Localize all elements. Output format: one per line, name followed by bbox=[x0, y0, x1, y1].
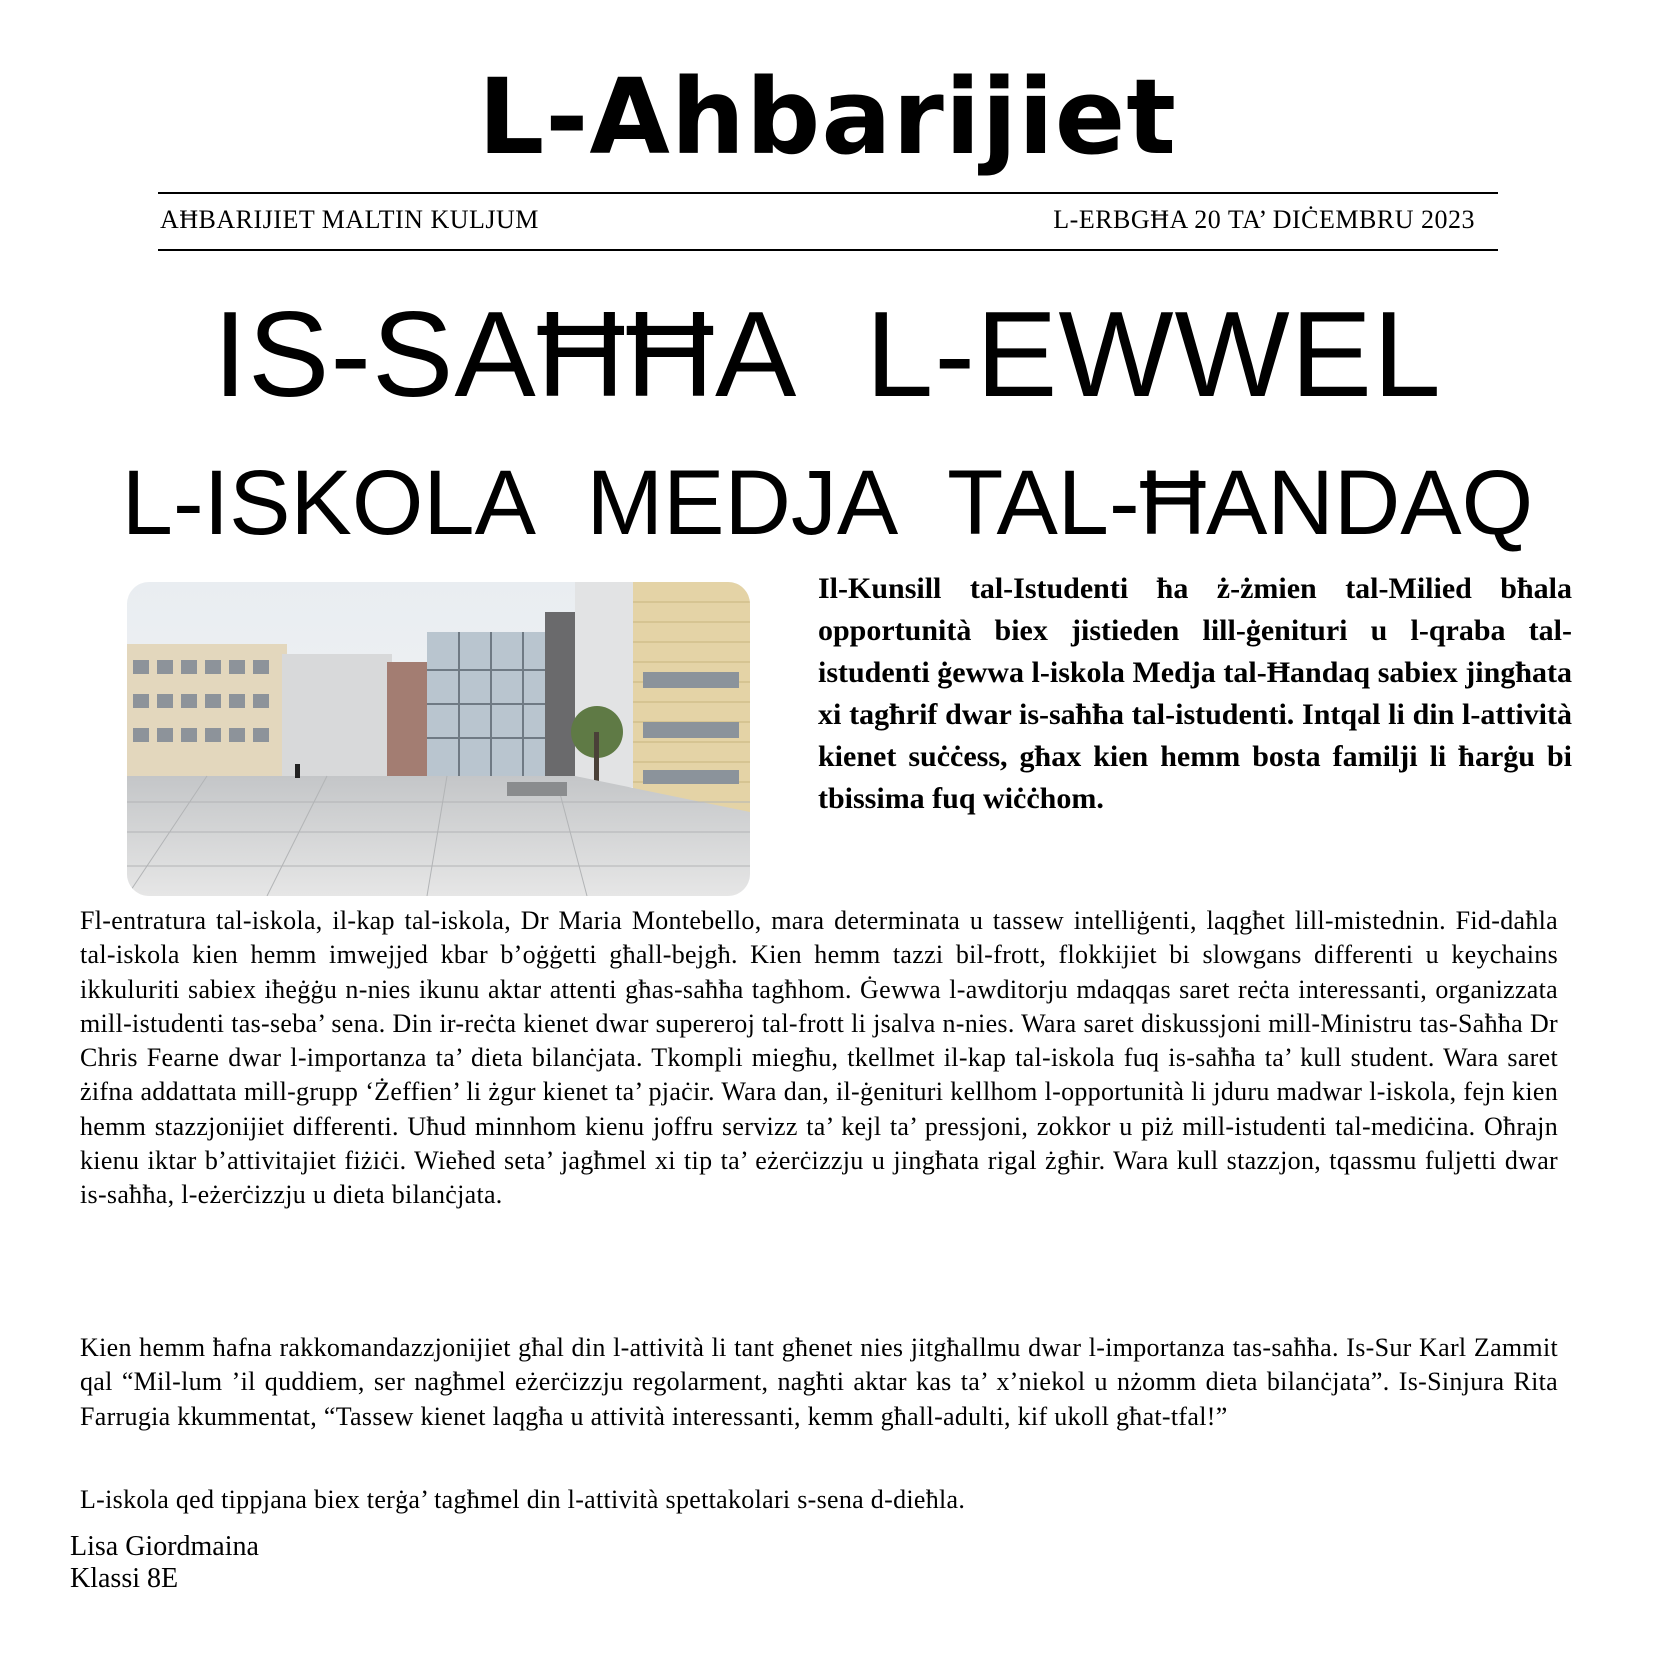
article-paragraph-1: Fl-entratura tal-iskola, il-kap tal-iskola, Dr Maria Montebello, mara determinata u tassew intelliġenti, laqgħet lill-mistednin. Fid-daħla tal-iskola kien hemm imwejjed kbar b’oġġetti għall-bejgħ. Kien hemm tazzi bil-frott, flokkijiet bi slowgans differenti u keychains ikkuluriti sabiex iħeġġu n-nies ikunu aktar attenti għas-saħħa tagħhom. Ġewwa l-awditorju mdaqqas saret reċta interessanti, organizzata mill-istudenti tas-seba’ sena. Din ir-reċta kienet dwar supereroj tal-frott li jsalva n-nies. Wara saret diskussjoni mill-Ministru tas-Saħħa Dr Chris Fearne dwar l-importanza ta’ dieta bilanċjata. Tkompli miegħu, tkellmet il-kap tal-iskola fuq is-saħħa ta’ kull student. Wara saret żifna addattata mill-grupp ‘Żeffien’ li żgur kienet ta’ pjaċir. Wara dan, il-ġenituri kellhom l-opportunità li jduru madwar l-iskola, fejn kien hemm stazzjonijiet differenti. Uħud minnhom kienu joffru servizz ta’ kejl ta’ pressjoni, zokkor u piż mill-istudenti tal-mediċina. Oħrajn kienu iktar b’attivitajiet fiżiċi. Wieħed seta’ jagħmel xi tip ta’ eżerċizzju u jingħata rigal żgħir. Wara kull stazzjon, tqassmu fuljetti dwar is-saħħa, l-eżerċizzju u dieta bilanċjata. bbox=[80, 906, 1558, 1210]
author-class: Klassi 8E bbox=[70, 1563, 179, 1594]
headline-line-1: IS-SAĦĦA L-EWWEL bbox=[213, 286, 1442, 422]
headline-line-2: L-ISKOLA MEDJA TAL-ĦANDAQ bbox=[121, 452, 1534, 554]
masthead-subtitle: AĦBARIJIET MALTIN KULJUM bbox=[160, 205, 539, 234]
article-paragraph-2: Kien hemm ħafna rakkomandazzjonijiet għal din l-attività li tant għenet nies jitgħallmu dwar l-importanza tas-saħħa. Is-Sur Karl Zammit qal “Mil-lum ’il quddiem, ser nagħmel eżerċizzju regolarment, nagħti aktar kas ta’ x’niekol u nżomm dieta bilanċjata”. Is-Sinjura Rita Farrugia kkummentat, “Tassew kienet laqgħa u attività interessanti, kemm għall-adulti, kif ukoll għat-tfal!” bbox=[80, 1333, 1558, 1431]
author-name: Lisa Giordmaina bbox=[70, 1531, 259, 1562]
newspaper-title: L-Ahbarijiet bbox=[477, 56, 1178, 178]
masthead-top-rule bbox=[158, 192, 1498, 194]
school-building-photo bbox=[127, 582, 750, 896]
article-paragraph-3: L-iskola qed tippjana biex terġa’ tagħmel din l-attività spettakolari s-sena d-dieħla. bbox=[80, 1485, 966, 1514]
masthead-date: L-ERBGĦA 20 TA’ DIĊEMBRU 2023 bbox=[1053, 205, 1475, 234]
article-lead: Il-Kunsill tal-Istudenti ħa ż-żmien tal-Milied bħala opportunità biex jistieden lill-ġenituri u l-qraba tal-istudenti ġewwa l-iskola Medja tal-Ħandaq sabiex jingħata xi tagħrif dwar is-saħħa tal-istudenti. Intqal li din l-attività kienet suċċess, għax kien hemm bosta familji li ħarġu bi tbissima fuq wiċċhom. bbox=[818, 572, 1572, 815]
masthead-bottom-rule bbox=[158, 249, 1498, 251]
